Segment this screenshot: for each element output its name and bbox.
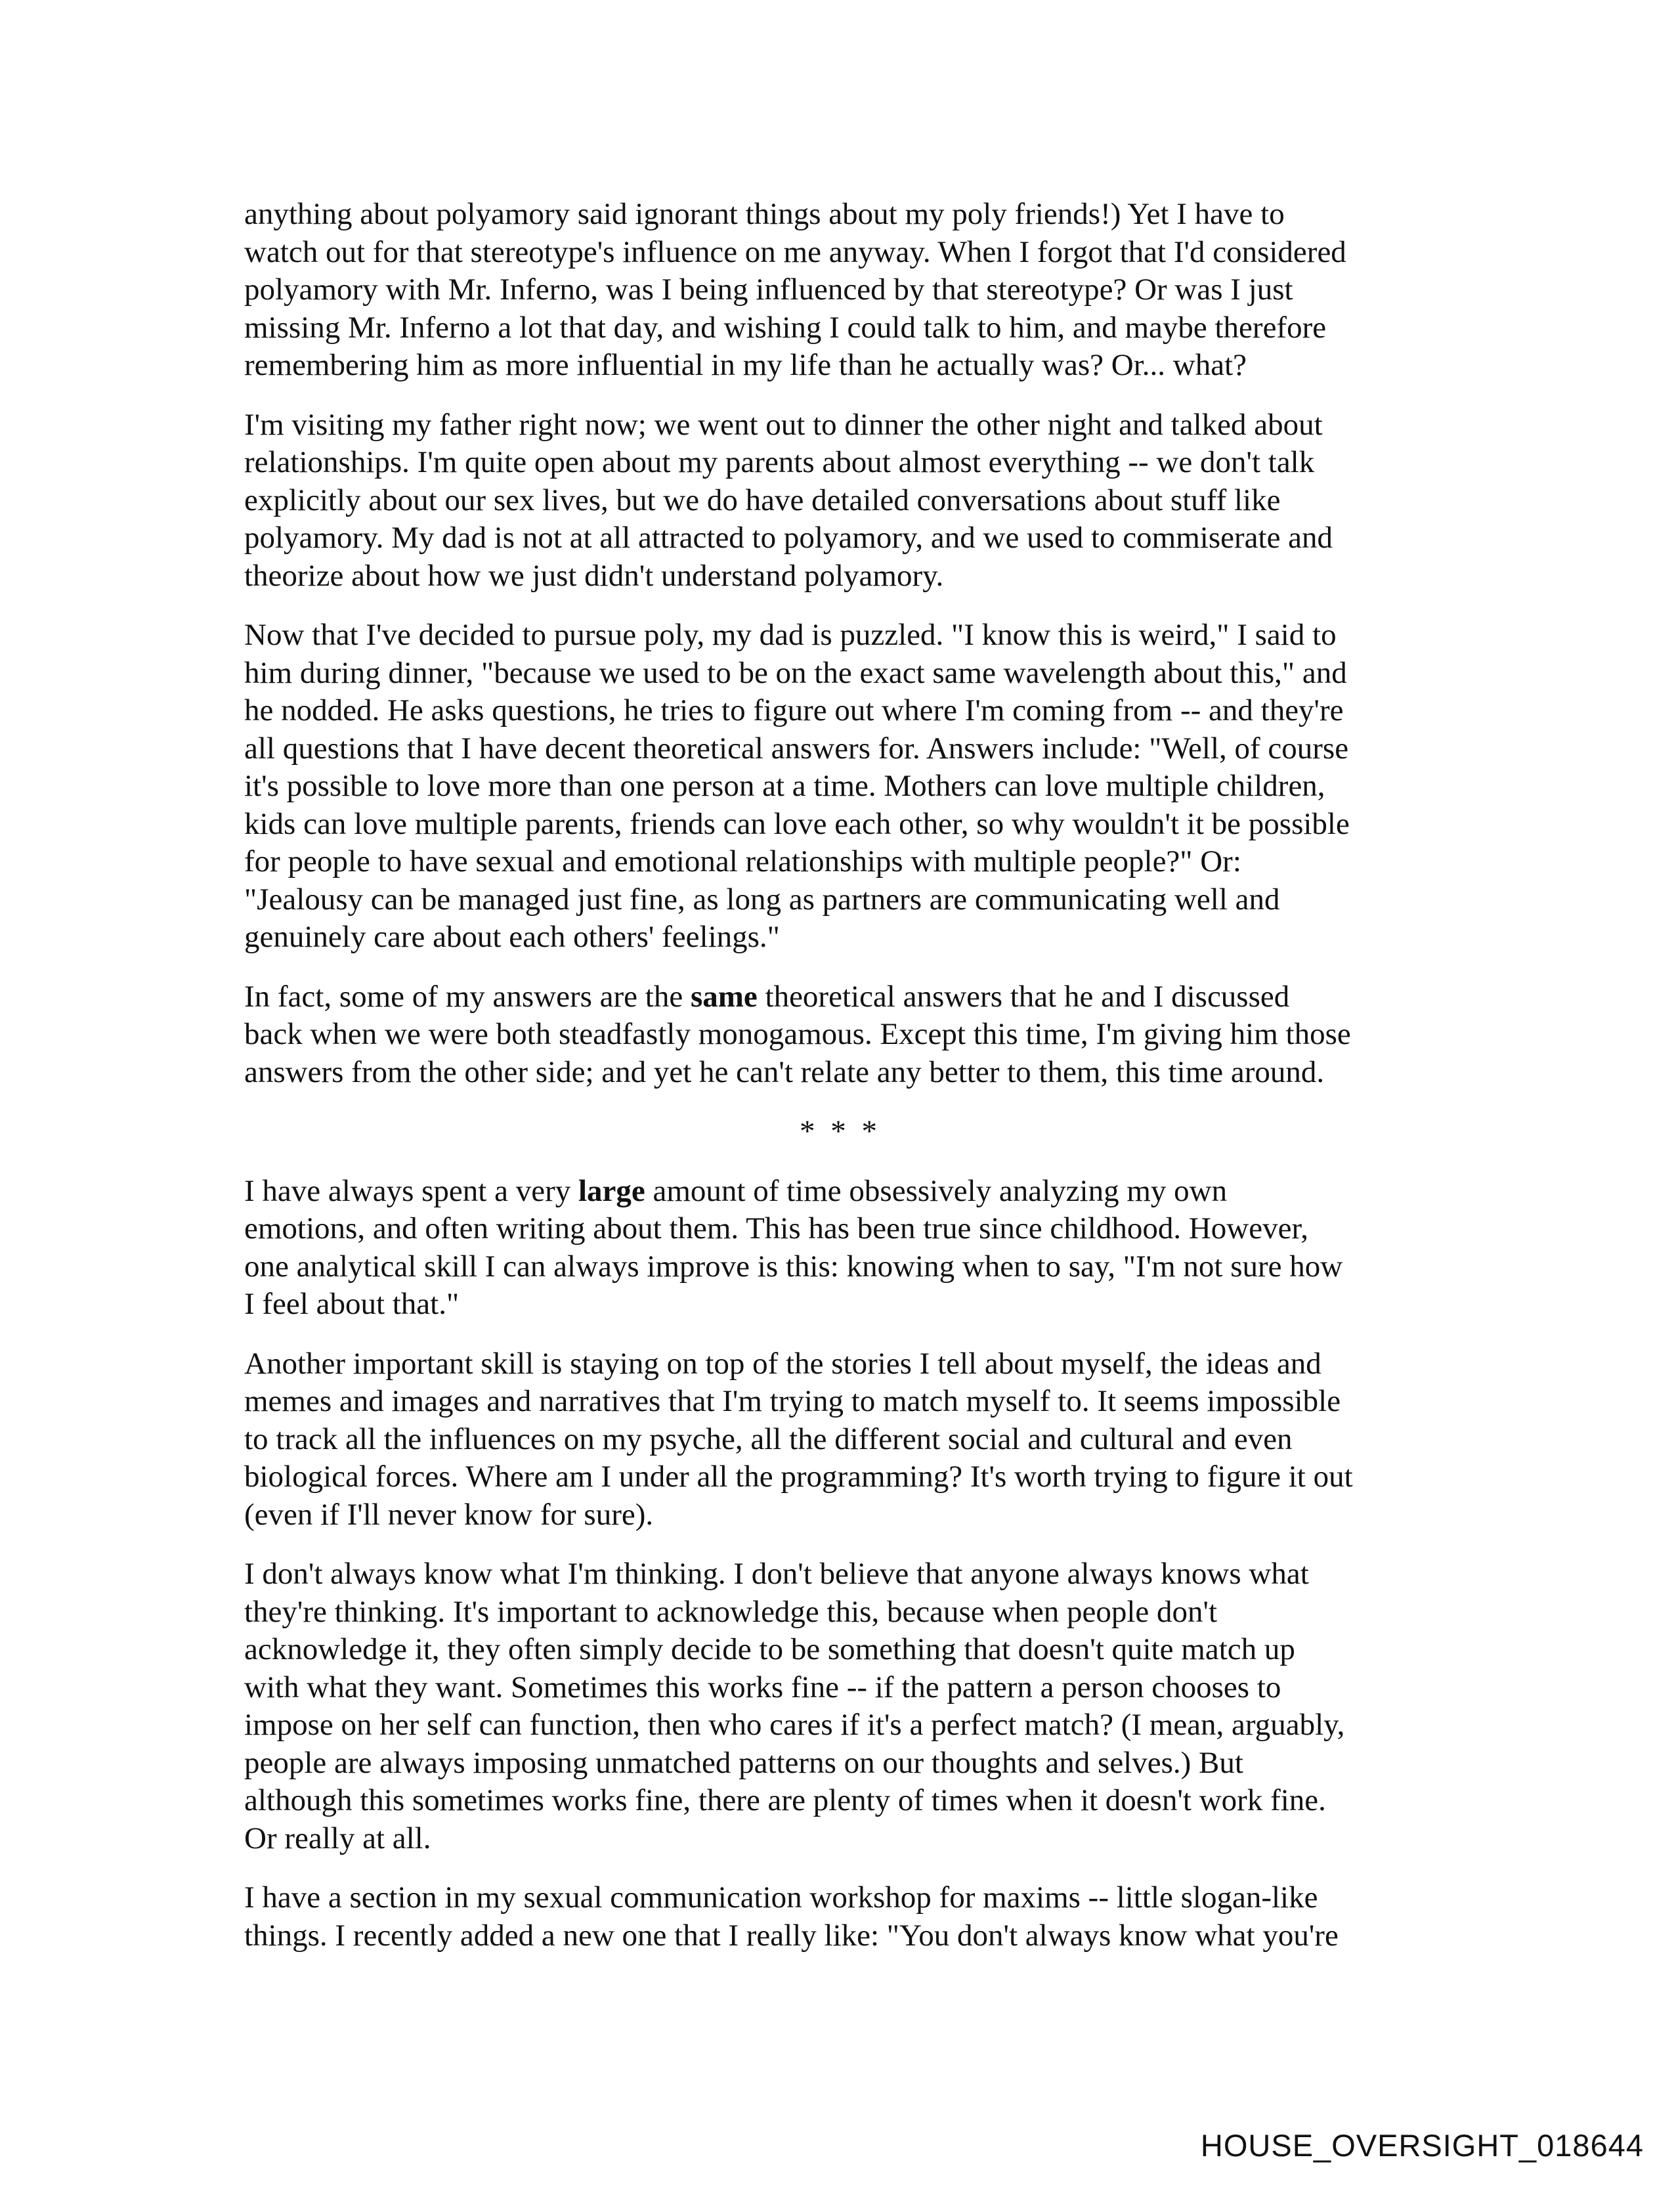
text-line: [244, 730, 1436, 768]
paragraph: [244, 1879, 1436, 1955]
text-run: Now that I've decided to pursue poly, my dad is puzzled. "I know this is weird," I said to: [244, 618, 1337, 652]
text-line: [244, 406, 1436, 445]
text-line: [244, 1745, 1436, 1783]
text-run: although this sometimes works fine, there are plenty of times when it doesn't work fine.: [244, 1783, 1326, 1817]
text-line: [244, 1286, 1436, 1324]
text-run: kids can love multiple parents, friends can love each other, so why wouldn't it be possible: [244, 806, 1350, 841]
text-line: [244, 1917, 1436, 1955]
text-run: I have a section in my sexual communication workshop for maxims -- little slogan-like: [244, 1880, 1318, 1915]
text-run: they're thinking. It's important to acknowledge this, because when people don't: [244, 1594, 1218, 1629]
text-run: "Jealousy can be managed just fine, as long as partners are communicating well and: [244, 882, 1280, 917]
text-run: genuinely care about each others' feelings.": [244, 920, 780, 954]
paragraph: [244, 196, 1436, 385]
paragraph: [244, 1555, 1436, 1857]
text-line: [244, 1248, 1436, 1286]
paragraph: [244, 1173, 1436, 1324]
text-line: [244, 1173, 1436, 1211]
text-run: remembering him as more influential in my life than he actually was? Or... what?: [244, 348, 1247, 382]
text-run: I'm visiting my father right now; we went out to dinner the other night and talked about: [244, 407, 1323, 442]
text-line: [244, 1555, 1436, 1594]
text-run: I feel about that.": [244, 1287, 460, 1321]
text-line: [244, 978, 1436, 1016]
paragraph: [244, 617, 1436, 957]
text-line: [244, 1496, 1436, 1534]
text-run: memes and images and narratives that I'm trying to match myself to. It seems impossible: [244, 1384, 1341, 1418]
text-run: Or really at all.: [244, 1821, 431, 1855]
text-line: [244, 1782, 1436, 1820]
text-line: [244, 1421, 1436, 1459]
section-divider: * * *: [800, 1114, 881, 1148]
text-run: Another important skill is staying on top of the stories I tell about myself, the ideas and: [244, 1346, 1321, 1381]
text-line: [244, 271, 1436, 309]
text-line: [244, 1016, 1436, 1054]
text-run: biological forces. Where am I under all the programming? It's worth trying to figure it out: [244, 1460, 1353, 1494]
text-line: [244, 843, 1436, 881]
text-run: amount of time obsessively analyzing my own: [645, 1173, 1228, 1208]
text-run: I have always spent a very: [244, 1173, 578, 1208]
text-run: In fact, some of my answers are the: [244, 979, 691, 1014]
text-run: polyamory with Mr. Inferno, was I being influenced by that stereotype? Or was I just: [244, 272, 1293, 307]
text-run: he nodded. He asks questions, he tries to figure out where I'm coming from -- and they're: [244, 693, 1344, 727]
text-run: things. I recently added a new one that I really like: "You don't always know what you're: [244, 1918, 1339, 1953]
text-line: [244, 519, 1436, 557]
text-line: [244, 655, 1436, 693]
text-line: [244, 1054, 1436, 1092]
text-line: [244, 692, 1436, 730]
text-line: [244, 1706, 1436, 1745]
text-run: theoretical answers that he and I discussed: [757, 979, 1290, 1014]
text-run: impose on her self can function, then who cares if it's a perfect match? (I mean, arguably,: [244, 1708, 1345, 1742]
text-run: with what they want. Sometimes this works fine -- if the pattern a person chooses to: [244, 1670, 1281, 1704]
text-line: [244, 881, 1436, 919]
text-line: [244, 1631, 1436, 1669]
text-line: [244, 617, 1436, 655]
text-run: theorize about how we just didn't understand polyamory.: [244, 558, 944, 593]
text-line: [244, 1594, 1436, 1632]
text-line: [244, 806, 1436, 844]
text-line: [244, 482, 1436, 520]
paragraph: [244, 978, 1436, 1092]
text-line: [244, 1669, 1436, 1707]
text-run: I don't always know what I'm thinking. I don't believe that anyone always knows what: [244, 1557, 1309, 1591]
text-line: [244, 1345, 1436, 1383]
emphasized-word: same: [690, 979, 758, 1014]
text-run: polyamory. My dad is not at all attracted to polyamory, and we used to commiserate and: [244, 521, 1333, 555]
text-run: explicitly about our sex lives, but we do have detailed conversations about stuff like: [244, 483, 1281, 517]
text-run: him during dinner, "because we used to be on the exact same wavelength about this," and: [244, 655, 1347, 690]
text-line: [244, 557, 1436, 596]
text-line: [244, 309, 1436, 347]
emphasized-word: large: [578, 1173, 645, 1208]
text-run: answers from the other side; and yet he can't relate any better to them, this time around.: [244, 1054, 1325, 1089]
text-run: emotions, and often writing about them. This has been true since childhood. However,: [244, 1211, 1308, 1246]
text-line: [244, 1820, 1436, 1858]
text-line: [244, 347, 1436, 385]
text-run: anything about polyamory said ignorant things about my poly friends!) Yet I have to: [244, 197, 1285, 231]
text-run: acknowledge it, they often simply decide to be something that doesn't quite match up: [244, 1632, 1295, 1666]
text-run: (even if I'll never know for sure).: [244, 1497, 654, 1532]
bates-number: HOUSE_OVERSIGHT_018644: [1200, 2128, 1644, 2163]
text-line: [244, 234, 1436, 272]
text-run: one analytical skill I can always improve is this: knowing when to say, "I'm not sure how: [244, 1249, 1343, 1284]
text-run: to track all the influences on my psyche, all the different social and cultural and even: [244, 1421, 1293, 1456]
document-body: [244, 196, 1436, 1976]
text-line: [244, 1383, 1436, 1421]
text-line: [244, 919, 1436, 957]
paragraph: [244, 406, 1436, 596]
text-line: [244, 196, 1436, 234]
text-line: [244, 768, 1436, 806]
text-run: for people to have sexual and emotional relationships with multiple people?" Or:: [244, 844, 1241, 878]
text-run: watch out for that stereotype's influence on me anyway. When I forgot that I'd considered: [244, 234, 1346, 269]
text-line: [244, 1458, 1436, 1496]
text-line: [244, 444, 1436, 482]
text-line: [244, 1879, 1436, 1917]
text-run: relationships. I'm quite open about my parents about almost everything -- we don't talk: [244, 445, 1315, 479]
text-line: [244, 1210, 1436, 1248]
text-run: it's possible to love more than one person at a time. Mothers can love multiple children,: [244, 769, 1325, 803]
paragraph: [244, 1345, 1436, 1534]
text-run: back when we were both steadfastly monogamous. Except this time, I'm giving him those: [244, 1017, 1351, 1051]
text-run: missing Mr. Inferno a lot that day, and wishing I could talk to him, and maybe therefore: [244, 310, 1327, 345]
text-run: all questions that I have decent theoretical answers for. Answers include: "Well, of course: [244, 731, 1349, 766]
text-run: people are always imposing unmatched patterns on our thoughts and selves.) But: [244, 1745, 1243, 1780]
